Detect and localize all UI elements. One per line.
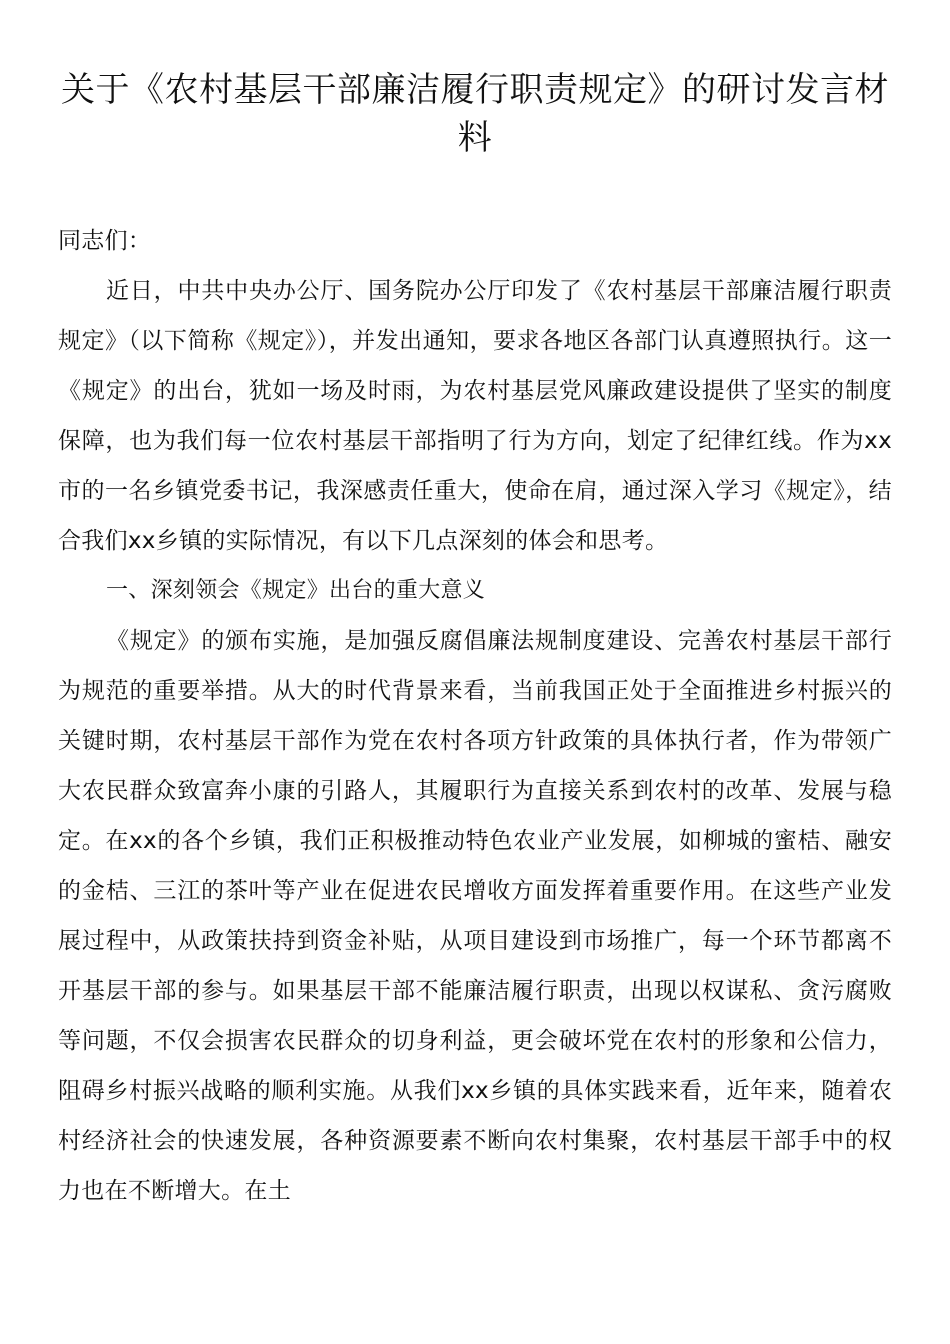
document-title: 关于《农村基层干部廉洁履行职责规定》的研讨发言材料 <box>61 70 889 158</box>
paragraph: 近日，中共中央办公厅、国务院办公厅印发了《农村基层干部廉洁履行职责规定》（以下简称《规定》），并发出通知，要求各地区各部门认真遵照执行。这一《规定》的出台，犹如一场及时雨，为农村基层党风廉政建设提供了坚实的制度保障，也为我们每一位农村基层干部指明了行为方向，划定了纪律红线。作为xx市的一名乡镇党委书记，我深感责任重大，使命在肩，通过深入学习《规定》，结合我们xx乡镇的实际情况，有以下几点深刻的体会和思考。 <box>58 278 892 554</box>
document-body <box>58 216 892 1216</box>
paragraph: 《规定》的颁布实施，是加强反腐倡廉法规制度建设、完善农村基层干部行为规范的重要举措。从大的时代背景来看，当前我国正处于全面推进乡村振兴的关键时期，农村基层干部作为党在农村各项方针政策的具体执行者，作为带领广大农民群众致富奔小康的引路人，其履职行为直接关系到农村的改革、发展与稳定。在xx的各个乡镇，我们正积极推动特色农业产业发展，如柳城的蜜桔、融安的金桔、三江的茶叶等产业在促进农民增收方面发挥着重要作用。在这些产业发展过程中，从政策扶持到资金补贴，从项目建设到市场推广，每一个环节都离不开基层干部的参与。如果基层干部不能廉洁履行职责，出现以权谋私、贪污腐败等问题，不仅会损害农民群众的切身利益，更会破坏党在农村的形象和公信力，阻碍乡村振兴战略的顺利实施。从我们xx乡镇的具体实践来看，近年来，随着农村经济社会的快速发展，各种资源要素不断向农村集聚，农村基层干部手中的权力也在不断增大。在土 <box>58 628 892 1204</box>
salutation: 同志们： <box>58 228 152 254</box>
section-heading: 一、深刻领会《规定》出台的重大意义 <box>106 578 486 603</box>
